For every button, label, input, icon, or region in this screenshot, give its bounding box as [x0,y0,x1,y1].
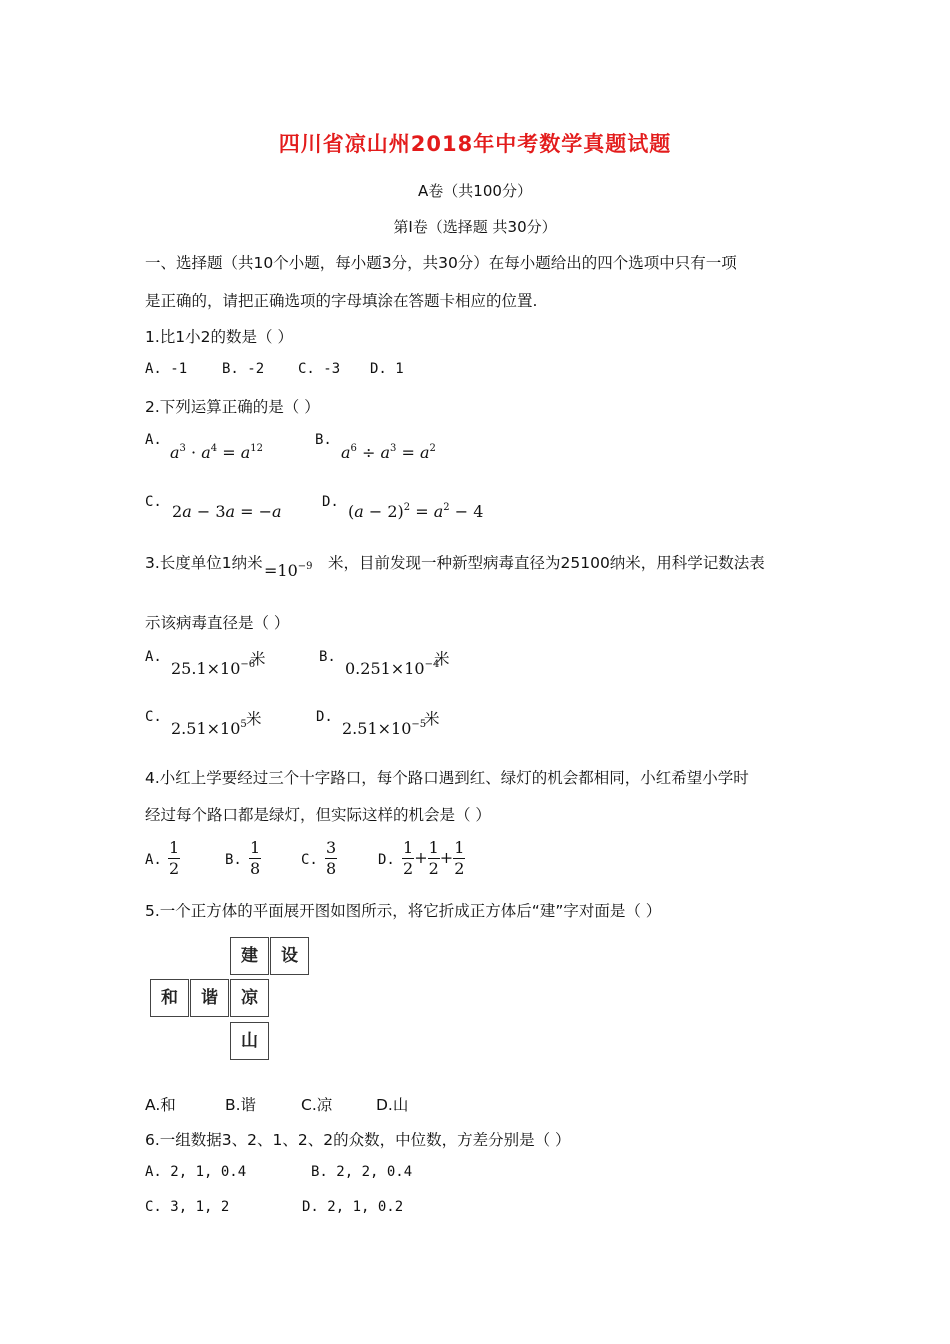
q3-option-c-unit: 米 [246,710,262,728]
q1-stem: 1.比1小2的数是（ ） [145,328,293,346]
q2-option-c-label: C. [145,494,162,510]
q3-stem-line2: 示该病毒直径是（ ） [145,614,290,632]
q3-option-c-formula: $2.51\times 10^5$ [171,719,247,738]
q4-option-d-label: D. [378,852,395,868]
q3-option-b-unit: 米 [434,650,450,668]
q5-option-c: C.凉 [301,1096,333,1114]
part-one-heading: 第I卷（选择题 共30分） [393,218,557,236]
q4-stem-line2: 经过每个路口都是绿灯，但实际这样的机会是（ ） [145,806,491,824]
q3-option-d-formula: $2.51\times 10^{-5}$ [342,719,427,738]
q1-option-a: A. -1 [145,361,188,377]
q4-option-a-label: A. [145,852,162,868]
q6-option-a: A. 2, 1, 0.4 [145,1164,247,1180]
q3-option-c-label: C. [145,709,162,725]
q2-option-c-formula: 2a − 3a = −a [172,502,282,521]
q6-stem: 6.一组数据3、2、1、2、2的众数，中位数，方差分别是（ ） [145,1131,571,1149]
q4-option-d-formula: $\frac{1}{2}$ + $\frac{1}{2}$ + $\frac{1}{2}$ [403,838,465,878]
q4-option-c-label: C. [301,852,318,868]
q3-option-d-label: D. [316,709,333,725]
q1-option-d: D. 1 [370,361,404,377]
q5-option-b: B.谐 [225,1096,257,1114]
q3-option-a-label: A. [145,649,162,665]
q4-option-c-fraction: $\frac{3}{8}$ [326,838,337,878]
q3-option-d-unit: 米 [424,710,440,728]
net-cell-he: 和 [150,979,189,1017]
q3-option-b-formula: $0.251\times 10^{-4}$ [345,659,440,678]
q2-option-a-label: A. [145,432,162,448]
q2-option-a-formula: $a^3 \cdot a^4 = a^{12}$ [170,443,263,462]
net-cell-shan: 山 [230,1022,269,1060]
q3-option-a-unit: 米 [250,650,266,668]
cube-net-figure [147,937,317,1062]
q3-stem-pre: 3.长度单位1纳米 [145,554,263,572]
q4-option-b-label: B. [225,852,242,868]
q1-option-c: C. -3 [298,361,341,377]
net-cell-she: 设 [270,937,309,975]
q2-option-d-label: D. [322,494,339,510]
q3-stem-post: 米，目前发现一种新型病毒直径为25100纳米，用科学记数法表 [328,554,765,572]
section1-instructions-line1: 一、选择题（共10个小题，每小题3分，共30分）在每小题给出的四个选项中只有一项 [145,254,737,272]
q4-option-a-fraction: $\frac{1}{2}$ [169,838,180,878]
net-cell-liang: 凉 [230,979,269,1017]
net-cell-jian: 建 [230,937,269,975]
q3-option-a-formula: $25.1\times 10^{-6}$ [171,659,256,678]
q4-stem-line1: 4.小红上学要经过三个十字路口，每个路口遇到红、绿灯的机会都相同，小红希望小学时 [145,769,749,787]
section1-instructions-line2: 是正确的，请把正确选项的字母填涂在答题卡相应的位置. [145,292,538,310]
q2-option-b-formula: $a^6 \div a^3 = a^2$ [341,443,436,462]
q4-option-b-fraction: $\frac{1}{8}$ [250,838,261,878]
q2-option-d-formula: $(a - 2)^2 = a^2 - 4$ [348,502,484,521]
q5-option-a: A.和 [145,1096,176,1114]
q5-option-d: D.山 [376,1096,409,1114]
q6-option-c: C. 3, 1, 2 [145,1199,230,1215]
page-title: 四川省凉山州2018年中考数学真题试题 [278,132,672,156]
net-cell-xie: 谐 [190,979,229,1017]
q2-option-b-label: B. [315,432,332,448]
q2-stem: 2.下列运算正确的是（ ） [145,398,320,416]
q5-stem: 5.一个正方体的平面展开图如图所示，将它折成正方体后“建”字对面是（ ） [145,902,662,920]
q6-option-d: D. 2, 1, 0.2 [302,1199,404,1215]
paper-a-heading: A卷（共100分） [418,182,532,200]
q6-option-b: B. 2, 2, 0.4 [311,1164,413,1180]
q1-option-b: B. -2 [222,361,265,377]
q3-nanometer-formula: $=10^{-9}$ [264,561,313,580]
q3-option-b-label: B. [319,649,336,665]
